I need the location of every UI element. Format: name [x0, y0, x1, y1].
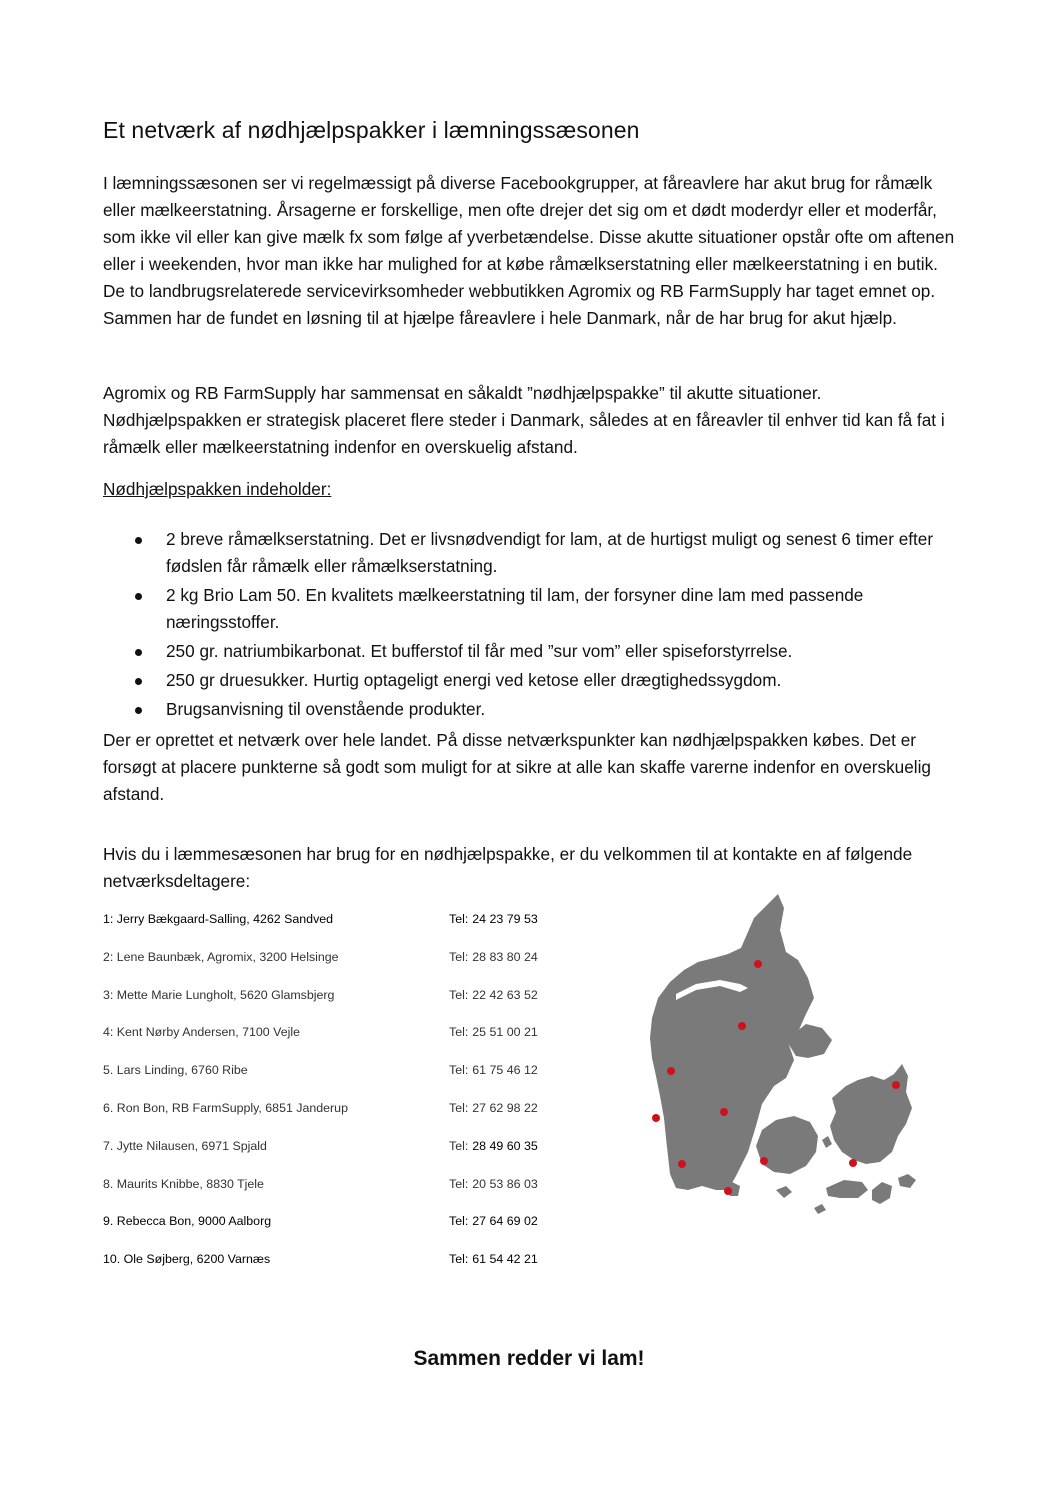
tel-label: Tel: [449, 1214, 469, 1229]
network-marker [754, 960, 762, 968]
list-item-text: 2 breve råmælkserstatning. Det er livsnødvendigt for lam, at de hurtigst muligt og senest 6 timer efter fødslen får råmælk eller råmælkserstatning. [166, 529, 934, 576]
page-title: Et netværk af nødhjælpspakker i læmningssæsonen [103, 117, 640, 143]
tel-label: Tel: [449, 1025, 469, 1040]
tel-number: 27 64 69 02 [472, 1214, 538, 1229]
tel-label: Tel: [449, 1138, 469, 1153]
tel-label: Tel: [449, 1176, 469, 1191]
contact-row [103, 1139, 563, 1177]
contact-name: 6. Ron Bon, RB FarmSupply, 6851 Janderup [103, 1100, 348, 1115]
network-marker [720, 1108, 728, 1116]
network-marker [667, 1067, 675, 1075]
funen-shape [756, 1116, 818, 1174]
list-item-text: Brugsanvisning til ovenstående produkter. [166, 699, 486, 719]
contact-name: 2: Lene Baunbæk, Agromix, 3200 Helsinge [103, 949, 339, 964]
list-item [103, 638, 963, 665]
contact-name: 7. Jytte Nilausen, 6971 Spjald [103, 1138, 267, 1153]
falster-shape [872, 1182, 892, 1204]
contact-list [103, 912, 563, 1290]
tel-number: 61 54 42 21 [472, 1252, 538, 1267]
contact-phone [449, 1252, 538, 1266]
list-item [103, 526, 963, 580]
tel-label: Tel: [449, 912, 469, 926]
bullet-icon [135, 649, 142, 656]
contact-name: 4: Kent Nørby Andersen, 7100 Vejle [103, 1025, 300, 1040]
contact-row [103, 1177, 563, 1215]
denmark-map [636, 890, 936, 1245]
network-marker [678, 1160, 686, 1168]
contact-name: 8. Maurits Knibbe, 8830 Tjele [103, 1176, 264, 1191]
contact-phone [449, 912, 538, 926]
contact-name: 5. Lars Linding, 6760 Ribe [103, 1063, 248, 1078]
island-shape [776, 1186, 792, 1198]
list-item [103, 582, 963, 636]
contact-phone [449, 1025, 538, 1039]
tel-number: 25 51 00 21 [472, 1025, 538, 1040]
contact-row [103, 988, 563, 1026]
tel-label: Tel: [449, 987, 469, 1002]
lolland-shape [826, 1180, 868, 1198]
tel-number: 27 62 98 22 [472, 1100, 538, 1115]
package-paragraph: Agromix og RB FarmSupply har sammensat en såkaldt ”nødhjælpspakke” til akutte situationer. Nødhjælpspakken er strategisk placeret flere steder i Danmark, således at en fåreavler til enhver tid kan få fat i råmælk eller mælkeerstatning indenfor en overskuelig afstand. [103, 383, 945, 457]
contact-row [103, 1214, 563, 1252]
contact-phone [449, 1101, 538, 1115]
contents-heading: Nødhjælpspakken indeholder: [103, 479, 332, 499]
tel-label: Tel: [449, 949, 469, 964]
contact-row [103, 1025, 563, 1063]
contact-row [103, 1101, 563, 1139]
island-shape [822, 1136, 832, 1148]
contact-phone [449, 1214, 538, 1228]
bullet-icon [135, 707, 142, 714]
bullet-icon [135, 678, 142, 685]
contact-phone [449, 988, 538, 1002]
contents-list [103, 526, 963, 725]
contact-name: 3: Mette Marie Lungholt, 5620 Glamsbjerg [103, 987, 335, 1002]
tel-number: 20 53 86 03 [472, 1176, 538, 1191]
network-marker [724, 1187, 732, 1195]
bullet-icon [135, 537, 142, 544]
list-item-text: 2 kg Brio Lam 50. En kvalitets mælkeerstatning til lam, der forsyner dine lam med passende næringsstoffer. [166, 585, 864, 632]
closing-slogan: Sammen redder vi lam! [413, 1347, 645, 1370]
contact-phone [449, 1139, 538, 1153]
contact-row [103, 950, 563, 988]
tel-number: 24 23 79 53 [472, 912, 538, 926]
island-shape [814, 1204, 826, 1214]
tel-number: 22 42 63 52 [472, 987, 538, 1002]
zealand-shape [830, 1064, 912, 1164]
contact-row [103, 912, 563, 950]
network-marker [892, 1081, 900, 1089]
contact-row [103, 1252, 563, 1290]
tel-number: 61 75 46 12 [472, 1063, 538, 1078]
tel-number: 28 49 60 35 [472, 1138, 538, 1153]
list-item-text: 250 gr. natriumbikarbonat. Et bufferstof til får med ”sur vom” eller spiseforstyrrelse. [166, 641, 793, 661]
bullet-icon [135, 593, 142, 600]
contact-name: 1: Jerry Bækgaard-Salling, 4262 Sandved [103, 912, 334, 926]
network-marker [849, 1159, 857, 1167]
intro-paragraph: I læmningssæsonen ser vi regelmæssigt på diverse Facebookgrupper, at fåreavlere har akut brug for råmælk eller mælkeerstatning. Årsagerne er forskellige, men ofte drejer det sig om et dødt moderdyr eller et moderfår, som ikke vil eller kan give mælk fx som følge af yverbetændelse. Disse akutte situationer opstår ofte om aftenen eller i weekenden, hvor man ikke har mulighed for at købe råmælkserstatning eller mælkeerstatning i en butik. De to landbrugsrelaterede servicevirksomheder webbutikken Agromix og RB FarmSupply har taget emnet op. Sammen har de fundet en løsning til at hjælpe fåreavlere i hele Danmark, når de har brug for akut hjælp. [103, 173, 955, 328]
tel-label: Tel: [449, 1063, 469, 1078]
network-paragraph: Der er oprettet et netværk over hele landet. På disse netværkspunkter kan nødhjælpspakken købes. Det er forsøgt at placere punkterne så godt som muligt for at sikre at alle kan skaffe varerne indenfor en overskuelig afstand. [103, 730, 931, 804]
tel-label: Tel: [449, 1252, 469, 1267]
moen-shape [898, 1174, 916, 1188]
contact-name: 9. Rebecca Bon, 9000 Aalborg [103, 1214, 272, 1229]
contact-paragraph: Hvis du i læmmesæsonen har brug for en nødhjælpspakke, er du velkommen til at kontakte en af følgende netværksdeltagere: [103, 844, 913, 891]
list-item [103, 667, 963, 694]
contact-name: 10. Ole Søjberg, 6200 Varnæs [103, 1252, 271, 1267]
list-item-text: 250 gr druesukker. Hurtig optageligt energi ved ketose eller drægtighedssygdom. [166, 670, 782, 690]
network-marker [760, 1157, 768, 1165]
network-marker [738, 1022, 746, 1030]
contact-row [103, 1063, 563, 1101]
network-marker [652, 1114, 660, 1122]
contact-phone [449, 950, 538, 964]
tel-label: Tel: [449, 1100, 469, 1115]
tel-number: 28 83 80 24 [472, 949, 538, 964]
list-item [103, 696, 963, 723]
contact-phone [449, 1063, 538, 1077]
contact-phone [449, 1177, 538, 1191]
